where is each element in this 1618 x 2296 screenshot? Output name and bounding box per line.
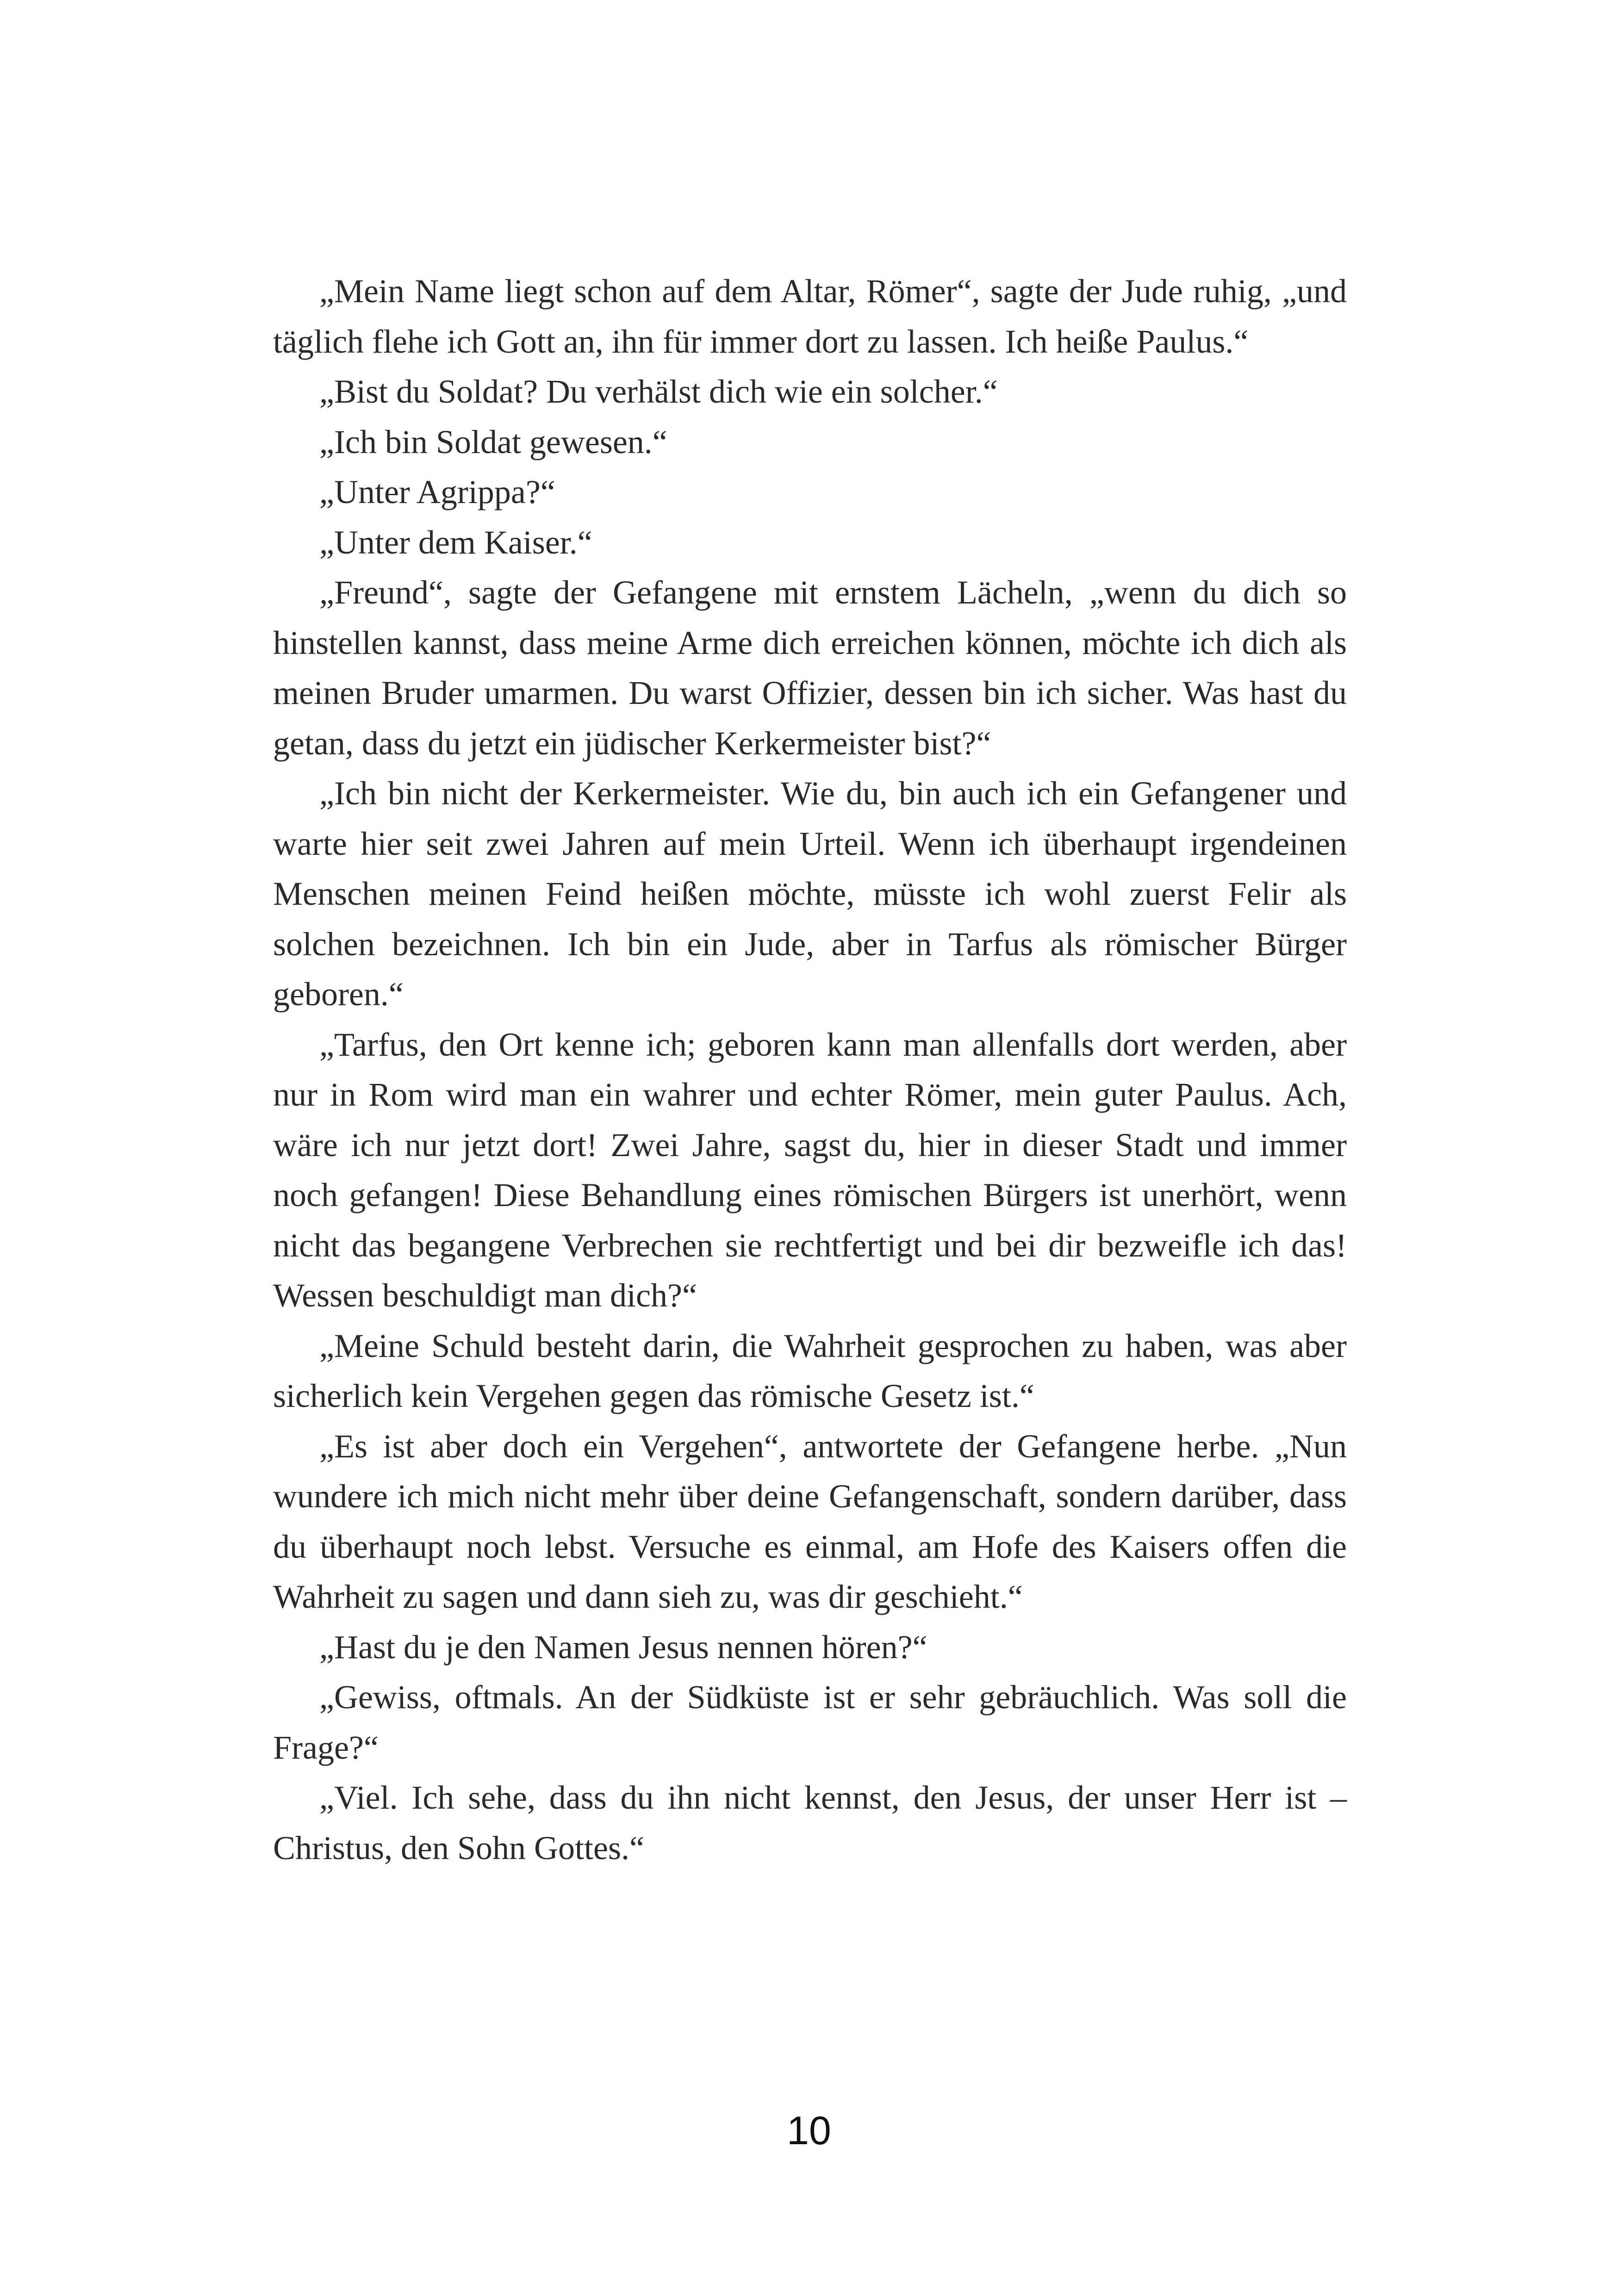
paragraph: „Unter Agrippa?“ — [319, 473, 555, 510]
paragraph: „Ich bin nicht der Kerkermeister. Wie du, bin auch ich ein Gefangener und warte hier seit zwei Jahren auf mein Urteil. Wenn ich überhaupt irgendeinen Menschen meinen Feind heißen möchte, müsste ich wohl zuerst Felir als solchen bezeichnen. Ich bin ein Jude, aber in Tarfus als römischer Bürger geboren.“ — [273, 775, 1347, 1013]
paragraph: „Viel. Ich sehe, dass du ihn nicht kennst, den Jesus, der unser Herr ist – Christus, den Sohn Gottes.“ — [273, 1779, 1347, 1867]
paragraph: „Tarfus, den Ort kenne ich; geboren kann man allenfalls dort werden, aber nur in Rom wird man ein wahrer und echter Römer, mein guter Paulus. Ach, wäre ich nur jetzt dort! Zwei Jahre, sagst du, hier in dieser Stadt und immer noch gefangen! Diese Behandlung eines römischen Bürgers ist unerhört, wenn nicht das begangene Verbrechen sie rechtfertigt und bei dir bezweifle ich das! Wessen beschuldigt man dich?“ — [273, 1026, 1347, 1314]
paragraph: „Es ist aber doch ein Vergehen“, antwortete der Gefangene herbe. „Nun wundere ich mich nicht mehr über deine Gefangenschaft, sondern darüber, dass du überhaupt noch lebst. Versuche es einmal, am Hofe des Kaisers offen die Wahrheit zu sagen und dann sieh zu, was dir geschieht.“ — [273, 1427, 1347, 1615]
paragraph: „Gewiss, oftmals. An der Südküste ist er sehr gebräuchlich. Was soll die Frage?“ — [273, 1679, 1347, 1766]
paragraph: „Ich bin Soldat gewesen.“ — [319, 423, 667, 460]
paragraph: „Meine Schuld besteht darin, die Wahrheit gesprochen zu haben, was aber sicherlich kein Vergehen gegen das römische Gesetz ist.“ — [273, 1327, 1347, 1414]
paragraph: „Freund“, sagte der Gefangene mit ernstem Lächeln, „wenn du dich so hinstellen kannst, dass meine Arme dich erreichen können, möchte ich dich als meinen Bruder umarmen. Du warst Offizier, dessen bin ich sicher. Was hast du getan, dass du jetzt ein jüdischer Kerkermeister bist?“ — [273, 574, 1347, 762]
paragraph: „Unter dem Kaiser.“ — [319, 523, 592, 561]
paragraph: „Bist du Soldat? Du verhälst dich wie ein solcher.“ — [319, 373, 998, 410]
body-text — [273, 266, 1347, 1873]
paragraph: „Hast du je den Namen Jesus nennen hören?“ — [319, 1628, 927, 1666]
paragraph: „Mein Name liegt schon auf dem Altar, Römer“, sagte der Jude ruhig, „und täglich flehe ich Gott an, ihn für immer dort zu lassen. Ich heiße Paulus.“ — [273, 273, 1347, 360]
page-number: 10 — [787, 2109, 831, 2153]
